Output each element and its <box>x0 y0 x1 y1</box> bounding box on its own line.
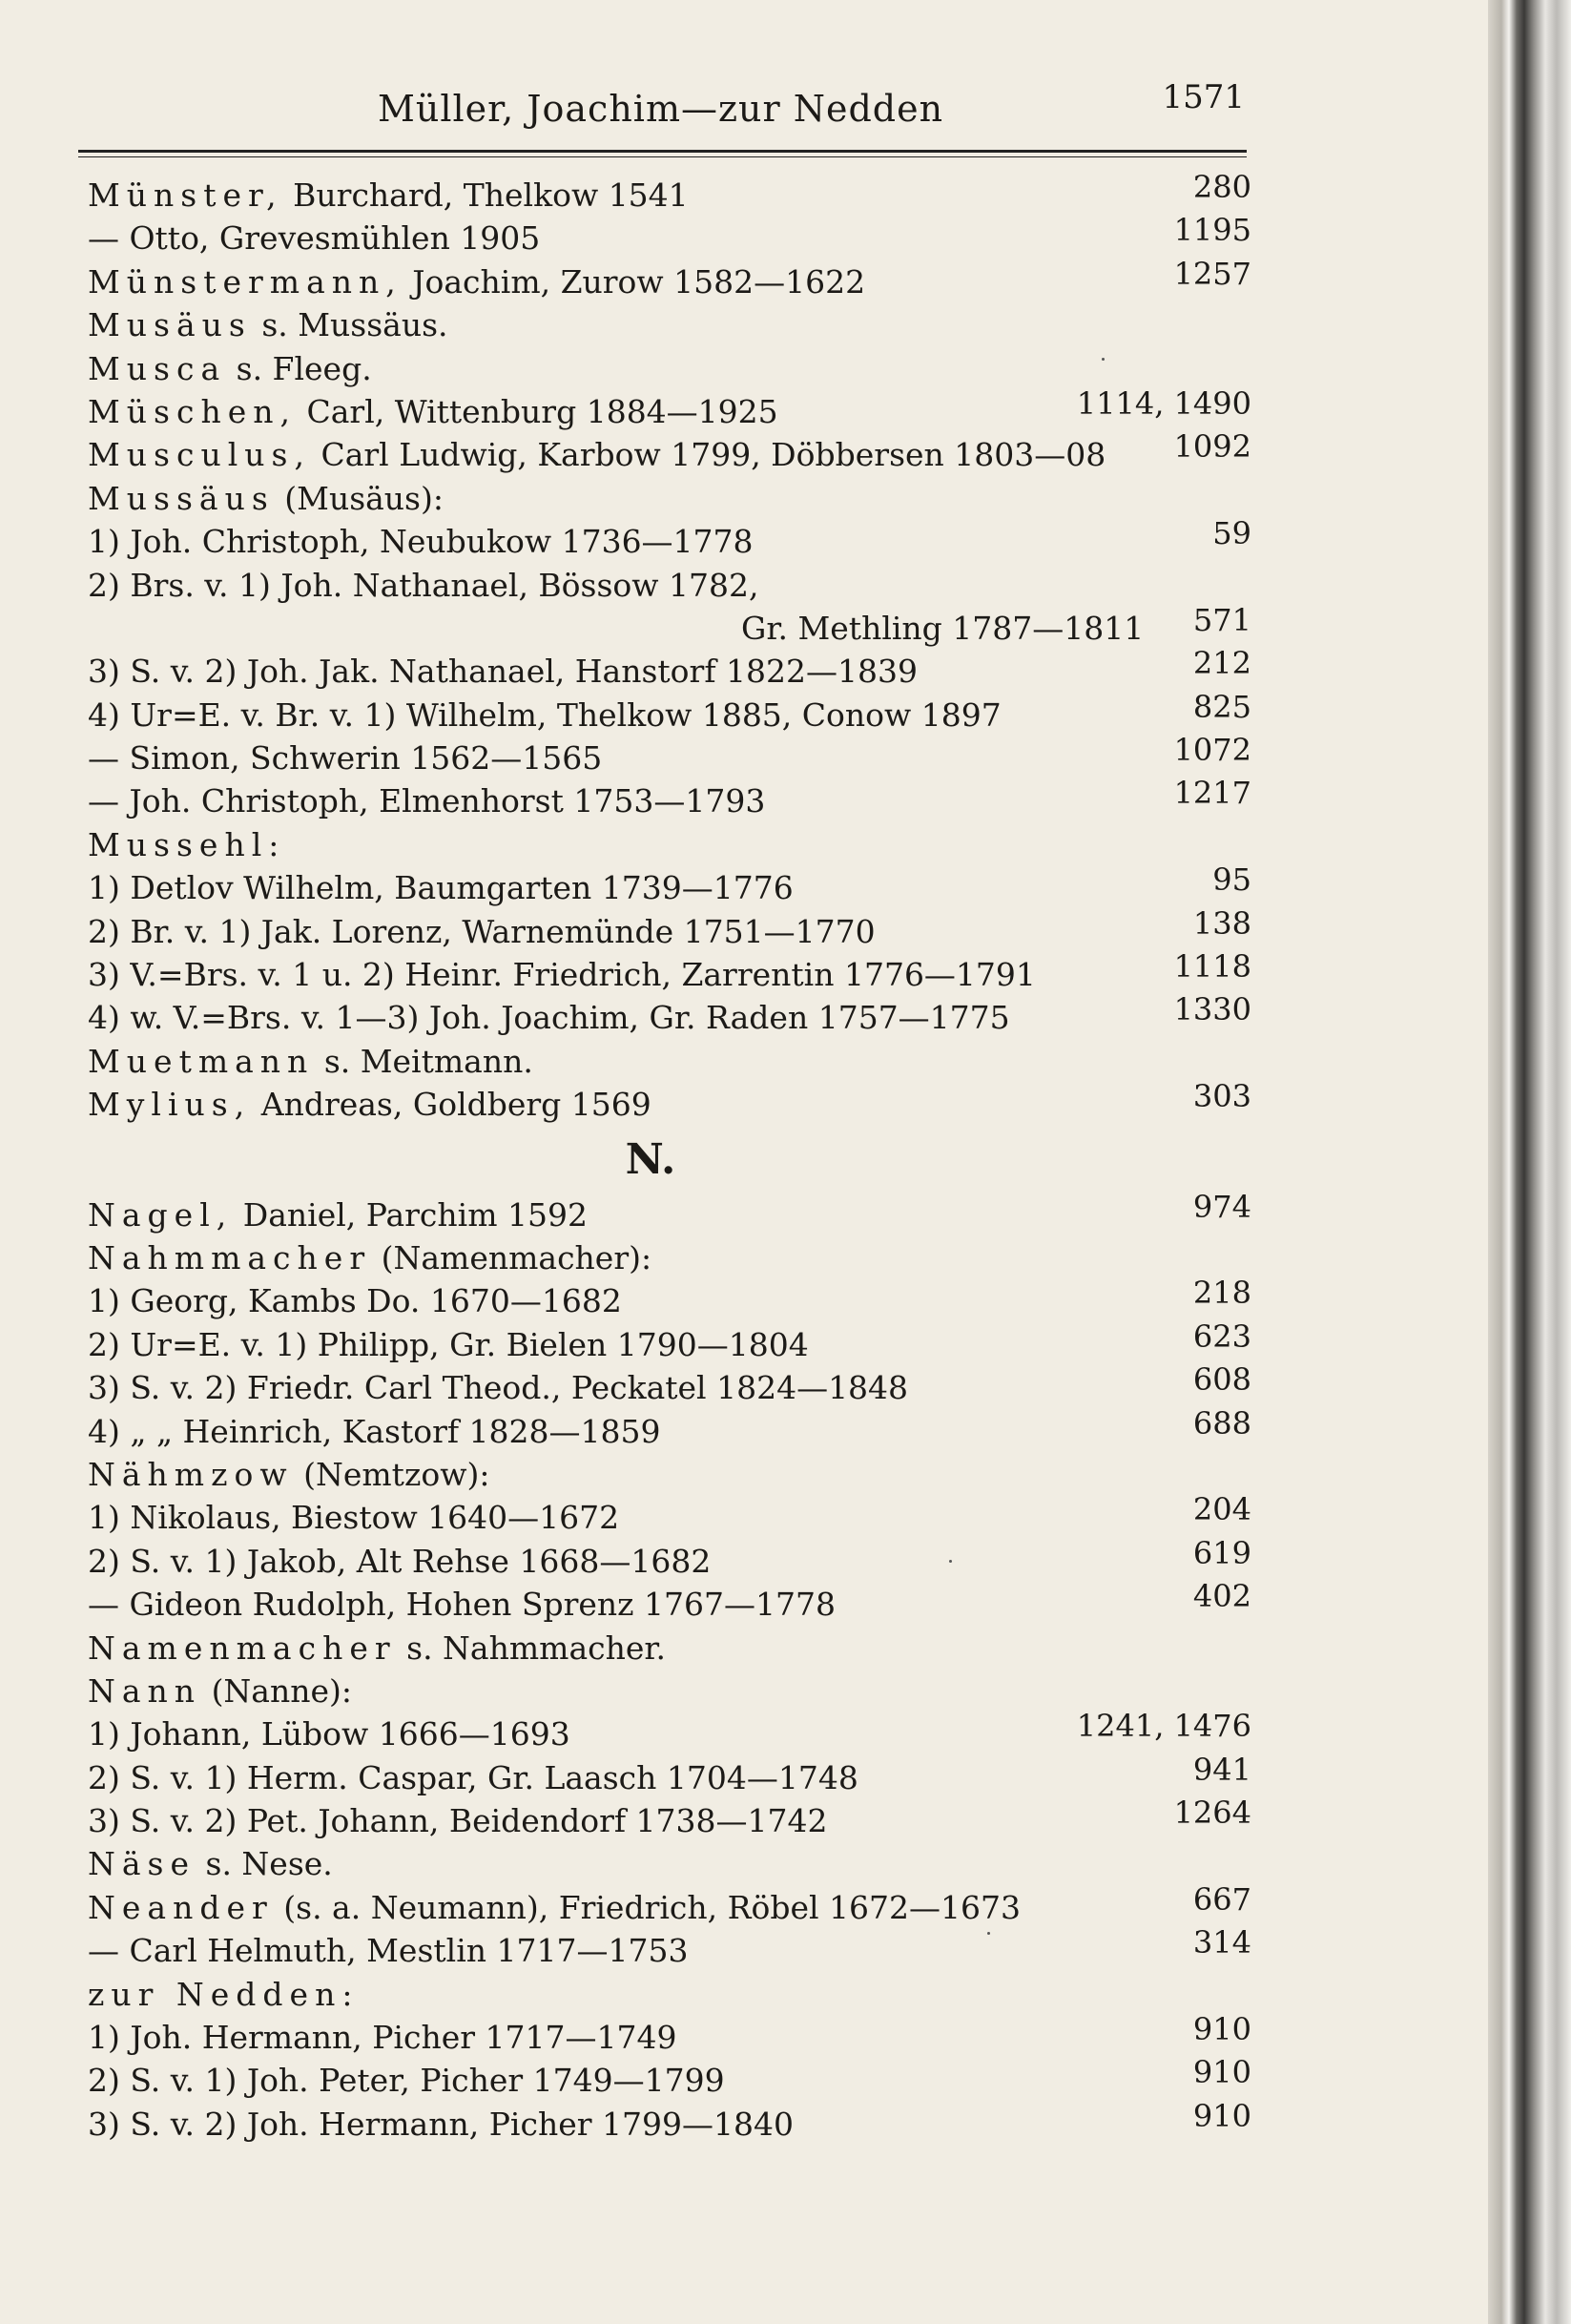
entry-name: Mussehl: <box>88 825 286 863</box>
entry-page-ref: 95 <box>1212 861 1251 899</box>
entry-detail: Daniel, Parchim 1592 <box>242 1195 588 1234</box>
entry-name: Musculus, <box>88 436 311 474</box>
entry-text-wrap <box>88 739 602 777</box>
entry-text-wrap <box>88 306 448 343</box>
entry-detail: 2) Ur=E. v. 1) Philipp, Gr. Bielen 1790—1804 <box>88 1325 809 1363</box>
entry-page-ref: 623 <box>1192 1318 1251 1355</box>
register-entry <box>88 255 1251 303</box>
entry-detail: — Joh. Christoph, Elmenhorst 1753—1793 <box>88 782 766 820</box>
entry-text-wrap <box>88 1976 359 2013</box>
entry-detail: 3) S. v. 2) Joh. Jak. Nathanael, Hanstorf 1822—1839 <box>88 653 918 691</box>
entry-page-ref: 1195 <box>1173 212 1251 249</box>
entry-text-wrap <box>88 1239 651 1276</box>
register-entry <box>88 991 1251 1039</box>
entry-text-wrap <box>88 2106 794 2143</box>
entry-page-ref: 619 <box>1192 1534 1251 1571</box>
entry-detail: s. Nese. <box>205 1845 333 1883</box>
entry-name: Nahmmacher <box>88 1238 372 1276</box>
entry-page-ref: 402 <box>1192 1578 1251 1615</box>
entry-page-ref: 667 <box>1192 1880 1251 1918</box>
entry-page-ref: 204 <box>1192 1491 1251 1528</box>
entry-text-wrap <box>88 1889 1021 1926</box>
header-rule-thick <box>78 150 1247 153</box>
entry-detail: 2) S. v. 1) Jakob, Alt Rehse 1668—1682 <box>88 1542 712 1580</box>
register-entry <box>88 1708 1251 1755</box>
entry-text-wrap <box>88 2019 676 2056</box>
entry-detail: — Otto, Grevesmühlen 1905 <box>88 219 541 258</box>
register-entry <box>88 823 1251 866</box>
entry-text-wrap <box>88 1586 836 1623</box>
entry-text-wrap <box>88 1715 570 1753</box>
entry-detail: 3) S. v. 2) Pet. Johann, Beidendorf 1738—1742 <box>88 1802 828 1840</box>
entry-text-wrap <box>88 1802 828 1839</box>
entry-page-ref: 1264 <box>1173 1795 1251 1832</box>
entry-name: Münstermann, <box>88 262 403 301</box>
register-entry <box>88 477 1251 520</box>
entry-text-wrap <box>88 219 540 257</box>
entry-name: Musäus <box>88 306 252 344</box>
entry-detail: 1) Johann, Lübow 1666—1693 <box>88 1715 570 1753</box>
entry-name: zur Nedden: <box>88 1975 360 2013</box>
paper-speck <box>1102 358 1105 361</box>
header-title: Müller, Joachim—zur Nedden <box>377 88 944 130</box>
register-entry <box>88 1078 1251 1126</box>
entry-detail: 3) S. v. 2) Friedr. Carl Theod., Peckatel 1824—1848 <box>88 1369 909 1407</box>
register-entry <box>88 1627 1251 1670</box>
register-entry <box>88 515 1251 563</box>
register-entry <box>88 732 1251 779</box>
entry-text-wrap <box>88 1043 533 1080</box>
entry-text-wrap <box>88 1326 809 1363</box>
entry-detail: 2) S. v. 1) Herm. Caspar, Gr. Laasch 1704—1748 <box>88 1758 858 1796</box>
entry-page-ref: 280 <box>1192 169 1251 205</box>
entry-page-ref: 688 <box>1192 1404 1251 1442</box>
entry-page-ref: 910 <box>1192 2054 1251 2091</box>
entry-detail: — Gideon Rudolph, Hohen Sprenz 1767—1778 <box>88 1586 836 1624</box>
entry-detail: (Namenmacher): <box>381 1238 652 1276</box>
entry-page-ref: 941 <box>1192 1751 1251 1788</box>
register-entry <box>88 645 1251 693</box>
entry-page-ref: 1241, 1476 <box>1076 1708 1251 1745</box>
register-entry <box>88 688 1251 737</box>
entry-detail: s. Nahmmacher. <box>406 1629 667 1667</box>
entry-text-wrap <box>88 1196 588 1234</box>
register-entry <box>88 1236 1251 1279</box>
entry-page-ref: 608 <box>1192 1361 1251 1399</box>
entry-name: Mylius, <box>88 1086 252 1124</box>
entry-name: Münster, <box>88 176 283 214</box>
register-entry <box>88 1795 1251 1842</box>
entry-text-wrap <box>88 869 794 906</box>
entry-detail: 1) Georg, Kambs Do. 1670—1682 <box>88 1282 622 1320</box>
entry-detail: — Carl Helmuth, Mestlin 1717—1753 <box>88 1932 689 1970</box>
register-entry <box>88 1453 1251 1496</box>
entry-name: Namenmacher <box>88 1629 397 1667</box>
entry-text-wrap <box>88 1629 666 1667</box>
register-entry <box>88 1188 1251 1236</box>
register-entry <box>88 904 1251 953</box>
entry-text-wrap <box>88 263 865 301</box>
register-entry <box>88 564 1251 607</box>
entry-text-wrap <box>88 480 444 517</box>
register-entry <box>88 861 1251 909</box>
entry-page-ref: 1072 <box>1173 732 1251 769</box>
entry-text-wrap <box>88 1543 711 1580</box>
entry-name: Nähmzow <box>88 1455 294 1493</box>
entry-text-wrap <box>88 610 1144 647</box>
entry-detail: 4) „ „ Heinrich, Kastorf 1828—1859 <box>88 1412 661 1450</box>
register-entry <box>88 1040 1251 1083</box>
entry-page-ref: 910 <box>1192 2011 1251 2048</box>
entry-text-wrap <box>88 913 876 950</box>
register-entry <box>88 1924 1251 1972</box>
header-rule-thin <box>78 156 1247 157</box>
entry-detail: Joachim, Zurow 1582—1622 <box>412 262 866 301</box>
register-entry <box>88 428 1251 476</box>
entry-detail: Gr. Methling 1787—1811 <box>741 609 1145 647</box>
entry-text-wrap <box>88 523 754 560</box>
entry-name: Musca <box>88 349 227 387</box>
entry-detail: 1) Nikolaus, Biestow 1640—1672 <box>88 1499 620 1537</box>
entry-text-wrap <box>88 1932 688 1969</box>
entry-name: Nann <box>88 1671 202 1710</box>
register-entry <box>88 775 1251 822</box>
page-number: 1571 <box>1162 78 1245 116</box>
entry-detail: (Nanne): <box>211 1671 353 1710</box>
entry-text-wrap <box>88 956 1036 993</box>
entry-page-ref: 314 <box>1192 1924 1251 1961</box>
entry-text-wrap <box>88 176 689 214</box>
entry-text-wrap <box>88 1282 622 1319</box>
entry-page-ref: 303 <box>1192 1078 1251 1115</box>
entry-page-ref: 974 <box>1192 1188 1251 1225</box>
register-entry <box>88 2097 1251 2146</box>
register-entry <box>88 1973 1251 2016</box>
register-entry <box>88 1880 1251 1929</box>
entry-text-wrap <box>88 1369 908 1406</box>
entry-detail: 4) Ur=E. v. Br. v. 1) Wilhelm, Thelkow 1885, Conow 1897 <box>88 695 1002 734</box>
entry-name: Nagel, <box>88 1195 234 1234</box>
register-entry <box>88 1578 1251 1626</box>
entry-page-ref: 1092 <box>1173 428 1251 466</box>
entry-detail: Carl Ludwig, Karbow 1799, Döbbersen 1803—08 <box>320 436 1106 474</box>
register-entry <box>88 1404 1251 1453</box>
entry-page-ref: 1114, 1490 <box>1076 384 1251 422</box>
entry-text-wrap <box>88 567 759 604</box>
entry-detail: Burchard, Thelkow 1541 <box>293 176 689 214</box>
register-entry <box>88 1534 1251 1583</box>
entry-page-ref: 59 <box>1212 515 1251 552</box>
register-entries <box>88 169 1251 2146</box>
register-entry <box>88 212 1251 259</box>
entry-text-wrap <box>88 1759 858 1796</box>
entry-page-ref: 825 <box>1192 688 1251 725</box>
paper-speck <box>987 1932 990 1935</box>
entry-text-wrap <box>88 696 1002 734</box>
entry-detail: 2) Br. v. 1) Jak. Lorenz, Warnemünde 1751—1770 <box>88 912 876 950</box>
entry-detail: 2) Brs. v. 1) Joh. Nathanael, Bössow 1782, <box>88 566 759 604</box>
section-heading: N. <box>625 1134 676 1184</box>
register-entry <box>88 169 1251 217</box>
entry-detail: Andreas, Goldberg 1569 <box>260 1086 651 1124</box>
entry-name: Muetmann <box>88 1042 315 1080</box>
entry-detail: 2) S. v. 1) Joh. Peter, Picher 1749—1799 <box>88 2062 725 2100</box>
entry-text-wrap <box>88 1086 651 1123</box>
entry-detail: 1) Joh. Hermann, Picher 1717—1749 <box>88 2019 677 2057</box>
entry-detail: 1) Detlov Wilhelm, Baumgarten 1739—1776 <box>88 869 794 907</box>
entry-name: Neander <box>88 1888 274 1926</box>
entry-detail: s. Meitmann. <box>323 1042 533 1080</box>
entry-text-wrap <box>88 826 285 863</box>
register-entry <box>88 1318 1251 1366</box>
entry-text-wrap <box>88 350 372 387</box>
entry-detail: — Simon, Schwerin 1562—1565 <box>88 739 603 778</box>
running-header <box>76 78 1245 145</box>
entry-name: Näse <box>88 1845 196 1883</box>
entry-page-ref: 1118 <box>1173 948 1251 986</box>
entry-text-wrap <box>88 999 1010 1036</box>
entry-text-wrap <box>88 1456 489 1493</box>
entries-group-n <box>88 1188 1251 2147</box>
register-entry <box>88 384 1251 433</box>
entry-detail: (Nemtzow): <box>303 1455 490 1493</box>
entry-detail: 3) S. v. 2) Joh. Hermann, Picher 1799—1840 <box>88 2105 794 2143</box>
entry-detail: 1) Joh. Christoph, Neubukow 1736—1778 <box>88 523 754 561</box>
register-entry <box>88 1361 1251 1409</box>
entry-name: Müschen, <box>88 392 297 430</box>
entry-page-ref: 1217 <box>1173 775 1251 812</box>
entry-text-wrap <box>88 436 1106 473</box>
entry-text-wrap <box>88 1499 619 1536</box>
entries-group-m <box>88 169 1251 1127</box>
entry-detail: s. Mussäus. <box>261 306 448 344</box>
entry-page-ref: 212 <box>1192 645 1251 682</box>
entry-text-wrap <box>88 1845 333 1882</box>
entry-page-ref: 218 <box>1192 1275 1251 1312</box>
entry-detail: Carl, Wittenburg 1884—1925 <box>306 392 778 430</box>
entry-detail: s. Fleeg. <box>236 349 372 387</box>
entry-detail: (s. a. Neumann), Friedrich, Röbel 1672—1673 <box>283 1888 1021 1926</box>
entry-page-ref: 1330 <box>1173 991 1251 1028</box>
entry-detail: (Musäus): <box>284 479 444 517</box>
register-entry <box>88 948 1251 996</box>
entry-name: Mussäus <box>88 479 275 517</box>
paper-speck <box>949 1560 952 1563</box>
register-entry <box>88 1751 1251 1799</box>
entry-text-wrap <box>88 782 765 820</box>
register-entry <box>88 2054 1251 2102</box>
entry-text-wrap <box>88 393 778 430</box>
entry-text-wrap <box>88 653 918 690</box>
entry-page-ref: 1257 <box>1173 255 1251 292</box>
book-binding-edge <box>1488 0 1571 2324</box>
entry-detail: 3) V.=Brs. v. 1 u. 2) Heinr. Friedrich, Zarrentin 1776—1791 <box>88 956 1036 994</box>
register-entry <box>88 1491 1251 1539</box>
register-entry <box>88 601 1251 650</box>
entry-text-wrap <box>88 1672 352 1710</box>
register-entry <box>88 2011 1251 2059</box>
entry-text-wrap <box>88 1413 661 1450</box>
entry-page-ref: 910 <box>1192 2097 1251 2134</box>
entry-detail: 4) w. V.=Brs. v. 1—3) Joh. Joachim, Gr. Raden 1757—1775 <box>88 999 1010 1037</box>
register-entry <box>88 1842 1251 1885</box>
entry-page-ref: 138 <box>1192 904 1251 942</box>
register-entry <box>88 303 1251 346</box>
entry-text-wrap <box>88 2062 725 2099</box>
entry-page-ref: 571 <box>1192 601 1251 638</box>
register-entry <box>88 1275 1251 1322</box>
